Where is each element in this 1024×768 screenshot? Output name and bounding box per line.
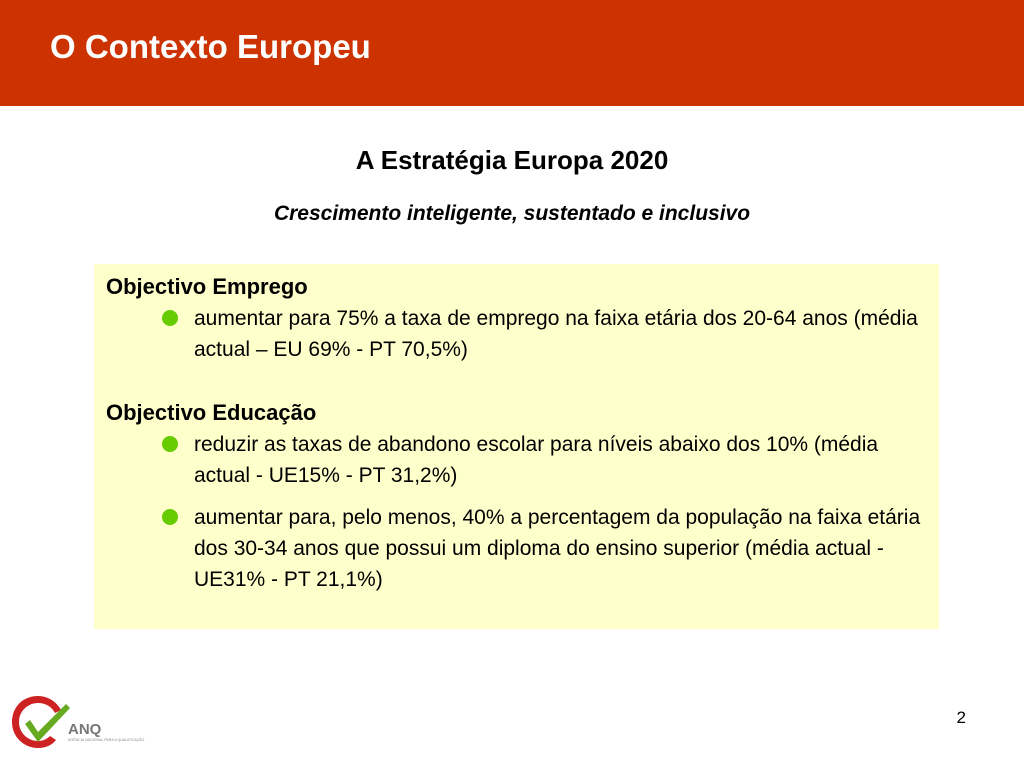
main-subheading: Crescimento inteligente, sustentado e inclusivo: [273, 202, 751, 225]
objective-title-emprego: Objectivo Emprego: [106, 274, 308, 299]
main-heading: A Estratégia Europa 2020: [355, 145, 669, 175]
logo-subtitle: AGÊNCIA NACIONAL PARA A QUALIFICAÇÃO: [68, 738, 145, 742]
bullet-icon: [162, 509, 178, 525]
logo-text: ANQ: [68, 721, 102, 738]
objective-bullet-text: reduzir as taxas de abandono escolar para níveis abaixo dos 10% (média actual - UE15% - PT 31,2%): [194, 433, 879, 487]
anq-logo: [8, 690, 145, 756]
objectives-box: [94, 264, 939, 629]
bullet-icon: [162, 310, 178, 326]
title-bar: [0, 0, 1024, 106]
objective-bullet-text: aumentar para 75% a taxa de emprego na faixa etária dos 20-64 anos (média actual – EU 69% - PT 70,5%): [194, 307, 918, 361]
objective-title-educacao: Objectivo Educação: [106, 400, 317, 425]
bullet-icon: [162, 436, 178, 452]
objective-bullet-text: aumentar para, pelo menos, 40% a percentagem da população na faixa etária dos 30-34 anos que possui um diploma do ensino superior (média actual - UE31% - PT 21,1%): [194, 506, 921, 591]
slide-title: O Contexto Europeu: [50, 28, 371, 65]
logo-check-icon: [25, 704, 70, 742]
page-number: 2: [956, 708, 966, 727]
